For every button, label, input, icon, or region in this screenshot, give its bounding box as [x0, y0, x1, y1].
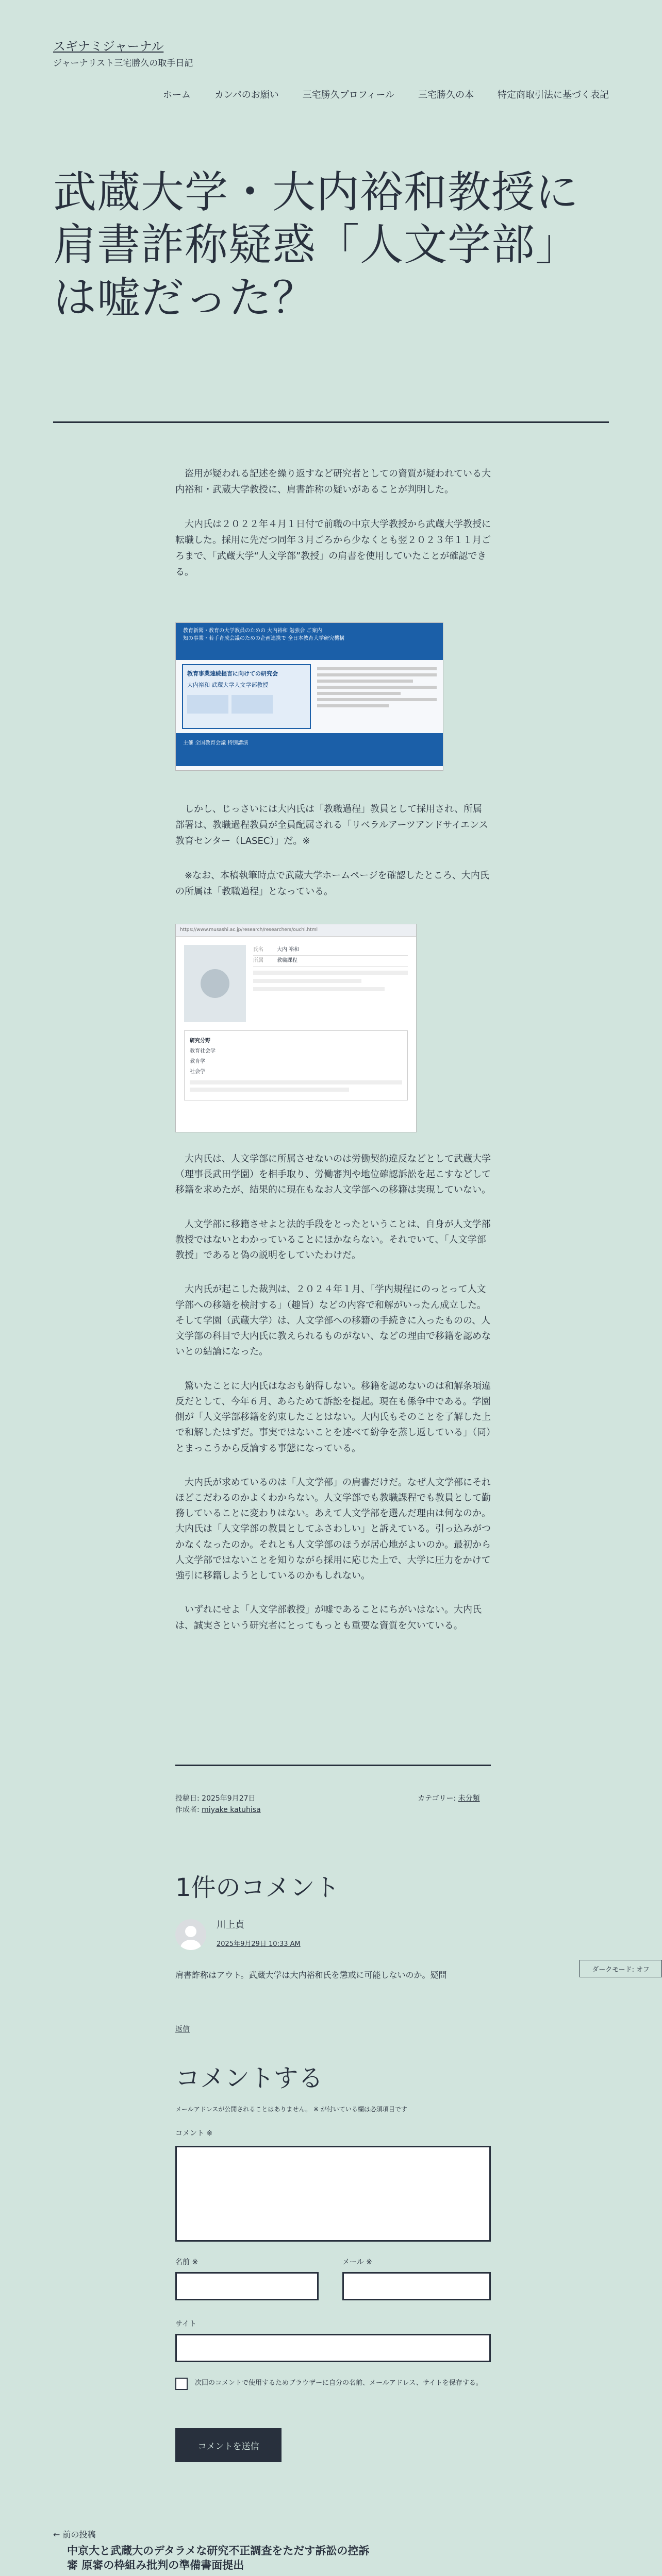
- reply-link[interactable]: 返信: [175, 2025, 190, 2033]
- site-title[interactable]: スギナミジャーナル: [53, 39, 164, 54]
- browser-url-bar: https://www.musashi.ac.jp/research/researchers/ouchi.html: [176, 924, 416, 937]
- nav-item-donation[interactable]: カンパのお願い: [214, 90, 279, 100]
- flyer-image: [175, 622, 443, 771]
- prev-post-link[interactable]: 中京大と武蔵大のデタラメな研究不正調査をただす訴訟の控訴審 原審の枠組み批判の準備書面提出: [67, 2545, 370, 2572]
- name-field[interactable]: [175, 2272, 319, 2300]
- research-fields-heading: 研究分野: [190, 1038, 210, 1044]
- flyer-photo: [231, 695, 273, 714]
- flyer-photo: [187, 695, 228, 714]
- default-avatar-icon: [175, 1919, 206, 1950]
- flyer-header-text: 教育新聞・教育の大学教員のための 大内裕和 勉強会 ご案内: [183, 628, 322, 634]
- paragraph: 大内氏が求めているのは「人文学部」の肩書だけだ。なぜ人文学部にそれほどこだわるのかよくわからない。人文学部でも教職課程でも教員として勤務していることに変わりはない。あえて人文学部を選んだ理由は何なのか。大内氏は「人文学部の教員としてふさわしい」と訴えている。引っ込みがつかなくなったのか。それとも人文学部のほうが居心地がよいのか。最初から人文学部ではないことを知りながら採用に応じた上で、大学に圧力をかけて強引に移籍しようとしているのかもしれない。: [175, 1477, 491, 1582]
- comment-author: 川上貞: [217, 1920, 244, 1930]
- post-content-middle: [175, 802, 491, 919]
- profile-name: 大内 裕和: [277, 947, 300, 953]
- save-info-checkbox[interactable]: [175, 2378, 188, 2390]
- category-link[interactable]: 未分類: [458, 1794, 480, 1803]
- post-title: 武蔵大学・大内裕和教授に肩書詐称疑惑「人文学部」は嘘だった？: [53, 167, 580, 323]
- meta-divider: [175, 1765, 491, 1766]
- email-field[interactable]: [342, 2272, 491, 2300]
- category-label: カテゴリー:: [418, 1794, 458, 1803]
- site-description: ジャーナリスト三宅勝久の取手日記: [53, 58, 193, 69]
- website-field[interactable]: [175, 2334, 491, 2362]
- prev-post-label: ← 前の投稿: [53, 2530, 96, 2539]
- research-field-row: 社会学: [190, 1069, 205, 1075]
- post-content-intro: [175, 466, 491, 599]
- comment-date[interactable]: 2025年9月29日 10:33 AM: [217, 1940, 301, 1948]
- flyer-footer-text: 主催 全国教育会議 特別講演: [183, 740, 249, 746]
- nav-item-books[interactable]: 三宅勝久の本: [418, 90, 474, 100]
- comments-heading: 1件のコメント: [175, 1873, 340, 1902]
- paragraph: 盗用が疑われる記述を繰り返すなど研究者としての資質が疑われている大内裕和・武蔵大学教授に、肩書詐称の疑いがあることが判明した。: [175, 468, 491, 495]
- email-label: メール ※: [342, 2258, 372, 2266]
- flyer-footer: [176, 733, 443, 766]
- flyer-body-text: [317, 664, 437, 729]
- comment-text: 肩書詐称はアウト。武蔵大学は大内裕和氏を懲戒に可能しないのか。疑問: [175, 1970, 447, 1980]
- flyer-header-sub: 知の事業・若手育成会議のための企画連携で 全日本教育大学研究機構: [183, 636, 345, 641]
- flyer-event-title: 教育事業連続提言に向けての研究会: [187, 670, 278, 677]
- profile-photo-placeholder: [184, 945, 246, 1022]
- paragraph: しかし、じっさいには大内氏は「教職過程」教員として採用され、所属部署は、教職過程教員が全員配属される「リベラルアーツアンドサイエンス教育センター（LASEC）」だ。※: [175, 804, 488, 846]
- title-divider: [53, 421, 609, 423]
- name-label: 名前 ※: [175, 2258, 198, 2266]
- paragraph: 大内氏が起こした裁判は、２０２４年１月、「学内規程にのっとって人文学部への移籍を検討する」（趣旨）などの内容で和解がいったん成立した。そして学園（武蔵大学）は、人文学部への移籍の手続きに入ったものの、人文学部の科目で大内氏に教えられるものがない、などの理由で移籍を認めないとの結論になった。: [175, 1284, 491, 1358]
- main-navigation: [163, 88, 609, 101]
- flyer-event-box: [182, 664, 311, 729]
- research-fields-table: [184, 1030, 408, 1100]
- profile-dept: 教職課程: [277, 958, 297, 963]
- university-page-screenshot: https://www.musashi.ac.jp/research/researchers/ouchi.html 氏名 大内 裕和 所属 教職課程 研究分野 教育社会学 教育学 社会学: [175, 924, 417, 1132]
- post-category: [418, 1793, 480, 1803]
- paragraph: ※なお、本稿執筆時点で武蔵大学ホームページを確認したところ、大内氏の所属は「教職過程」となっている。: [175, 870, 489, 897]
- author-link[interactable]: miyake katuhisa: [202, 1806, 261, 1814]
- avatar: [201, 969, 229, 998]
- paragraph: 大内氏は、人文学部に所属させないのは労働契約違反などとして武蔵大学（理事長武田学園）を相手取り、労働審判や地位確認訴訟を起こすなどして移籍を求めたが、結果的に現在もなお人文学部への移籍は実現していない。: [175, 1154, 491, 1196]
- paragraph: 大内氏は２０２２年４月１日付で前職の中京大学教授から武蔵大学教授に転職した。採用に先だつ同年３月ごろから少なくとも翌２０２３年１１月ごろまで、「武蔵大学“人文学部”教授」の肩書を使用していたことが確認できる。: [175, 518, 491, 578]
- submit-comment-button[interactable]: コメントを送信: [175, 2428, 282, 2462]
- flyer-header: [176, 623, 443, 660]
- comment-form-note: メールアドレスが公開されることはありません。 ※ が付いている欄は必須項目です: [175, 2106, 407, 2113]
- avatar: [175, 1919, 206, 1950]
- flyer-event-person: 大内裕和 武蔵大学人文学部教授: [187, 682, 269, 688]
- research-field-row: 教育学: [190, 1059, 205, 1064]
- post-date: 投稿日: 2025年9月27日: [175, 1794, 256, 1803]
- site-label: サイト: [175, 2320, 197, 2328]
- comment-form-heading: コメントする: [175, 2064, 323, 2093]
- paragraph: 人文学部に移籍させよと法的手段をとったということは、自身が人文学部教授ではないとわかっていることにほかならない。それでいて、「人文学部教授」であると偽の説明をしていたわけだ。: [175, 1218, 491, 1261]
- post-author: [175, 1804, 261, 1815]
- paragraph: いずれにせよ「人文学部教授」が嘘であることにちがいはない。大内氏は、誠実さという研究者にとってもっとも重要な資質を欠いている。: [175, 1604, 482, 1631]
- author-label: 作成者:: [175, 1806, 202, 1814]
- nav-item-legal[interactable]: 特定商取引法に基づく表記: [497, 90, 609, 100]
- comment-textarea[interactable]: [175, 2146, 491, 2242]
- save-info-label: 次回のコメントで使用するためブラウザーに自分の名前、メールアドレス、サイトを保存する。: [195, 2379, 483, 2387]
- paragraph: 驚いたことに大内氏はなおも納得しない。移籍を認めないのは和解条項違反だとして、今年６月、あらためて訴訟を提起。現在も係争中である。学園側が「人文学部移籍を約束したことはない。大内氏もそのことを了解した上で和解したはずだ。事実ではないことを述べて紛争を蒸し返している」（同）とまっこうから反論する事態になっている。: [175, 1380, 491, 1454]
- research-field-row: 教育社会学: [190, 1048, 216, 1054]
- nav-item-profile[interactable]: 三宅勝久プロフィール: [302, 90, 394, 100]
- dark-mode-toggle[interactable]: ダークモード: オフ: [580, 1960, 662, 1977]
- nav-item-home[interactable]: ホーム: [163, 90, 191, 100]
- post-content-main: [175, 1151, 491, 1652]
- comment-label: コメント ※: [175, 2129, 213, 2138]
